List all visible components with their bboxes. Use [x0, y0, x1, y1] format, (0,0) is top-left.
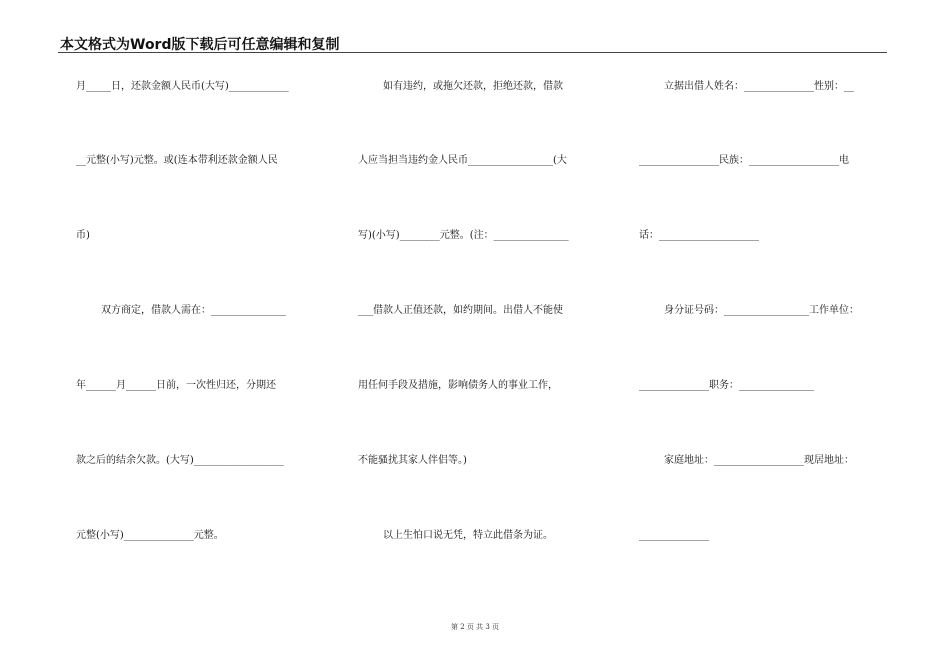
header-title: 本文格式为Word版下载后可任意编辑和复制 [60, 37, 340, 53]
col2-line-2: 人应当担当违约金人民币_________________(大 [358, 155, 567, 166]
col3-line-6: 家庭地址：__________________现居地址： [664, 455, 854, 466]
col3-line-4: 身分证号码：_________________工作单位： [664, 305, 859, 316]
col1-line-1: 月_____日，还款金额人民币(大写)____________ [76, 81, 289, 92]
col3-line-3: 话：____________________ [639, 230, 759, 241]
col1-line-4: 双方商定，借款人需在：_______________ [101, 305, 286, 316]
col1-line-6: 款之后的结余欠款。(大写)__________________ [76, 455, 284, 466]
page-number: 第 2 页 共 3 页 [450, 623, 500, 631]
col3-line-7: ______________ [639, 530, 709, 541]
col2-line-1: 如有违约，或拖欠还款，拒绝还款，借款 [383, 81, 563, 92]
header-divider [58, 52, 887, 53]
col2-line-3: 写)(小写)________元整。(注：_______________ [358, 230, 569, 241]
col1-line-5: 年______月______日前，一次性归还，分期还 [76, 380, 276, 391]
col3-line-5: ______________职务：_______________ [639, 380, 814, 391]
col2-line-5: 用任何手段及措施，影响债务人的事业工作， [358, 380, 558, 391]
col2-line-4: ___借款人正值还款，如约期间。出借人不能使 [358, 305, 563, 316]
col1-line-3: 币) [76, 230, 90, 241]
col1-line-7: 元整(小写)______________元整。 [76, 530, 224, 541]
col2-line-7: 以上生怕口说无凭，特立此借条为证。 [383, 530, 553, 541]
col3-line-2: ________________民族：__________________电 [639, 155, 849, 166]
col2-line-6: 不能骚扰其家人伴侣等。) [358, 455, 467, 466]
col1-line-2: __元整(小写)元整。或(连本带利还款金额人民 [76, 155, 278, 166]
col3-line-1: 立据出借人姓名：______________性别：__ [664, 81, 854, 92]
